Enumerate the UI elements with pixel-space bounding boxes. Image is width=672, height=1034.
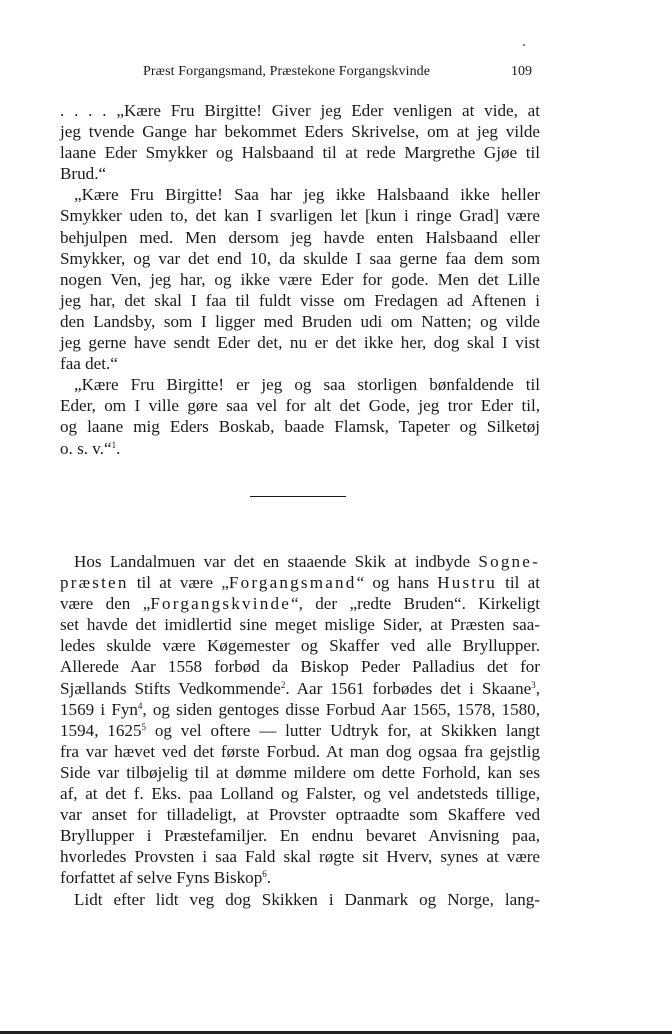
quote-end: o. s. v.“ — [60, 438, 112, 458]
text-line: ledes skulde være Køgemester og Skaffer ved alle Bryllupper. — [60, 636, 540, 656]
footnote-ref[interactable]: 4 — [137, 700, 143, 711]
text-line: af, at det f. Eks. paa Lolland og Falster, og vel andetsteds tillige, — [60, 784, 540, 804]
emphasis-text: præsten — [60, 573, 129, 593]
text-run: Hos Landalmuen var det en staaende Skik at indbyde — [74, 552, 479, 571]
quote-paragraph-2 — [60, 184, 540, 374]
emphasis-text: Forgangsmand — [228, 573, 357, 593]
text-run: 1569 i Fyn — [60, 699, 138, 719]
text-line: behjulpen med. Men dersom jeg havde enten Halsbaand eller — [60, 227, 540, 247]
main-text — [60, 551, 540, 910]
text-line — [60, 867, 540, 888]
text-line — [60, 551, 540, 572]
emphasis-text: Hustru — [437, 573, 497, 593]
text-run: og vel oftere — lutter Udtryk for, at Skikken langt — [146, 720, 540, 740]
text-line: jeg gerne have sendt Eder det, nu er det ikke her, dog skal I vist — [60, 333, 540, 353]
text-run: . — [266, 868, 272, 888]
text-line: jeg tvende Gange har bekommet Eders Skrivelse, om at jeg vilde — [60, 122, 540, 142]
footnote-ref[interactable]: 6 — [262, 869, 267, 880]
text-line: den Landsby, som I ligger med Bruden udi om Natten; og vilde — [60, 311, 540, 331]
text-line: Allerede Aar 1558 forbød da Biskop Peder Palladius det for — [60, 657, 540, 677]
text-line: fra var hævet ved det første Forbud. At man dog ogsaa fra gejstlig — [60, 741, 540, 761]
text-run: Sjællands Stifts Vedkommende — [60, 678, 281, 698]
text-line: „Kære Fru Birgitte! Saa har jeg ikke Halsbaand ikke heller — [74, 185, 540, 205]
text-run: forfattet af selve Fyns Biskop — [60, 868, 263, 888]
text-line: hvorledes Provsten i saa Fald skal røgte sit Hverv, synes at være — [60, 847, 540, 867]
text-line — [60, 593, 540, 614]
text-run: være den „ — [60, 594, 151, 614]
text-run: “ og hans — [356, 573, 438, 593]
text-line: Lidt efter lidt veg dog Skikken i Danmark og Norge, lang- — [74, 889, 540, 909]
body-paragraph-1 — [60, 551, 540, 889]
text-line — [60, 572, 540, 593]
text-line: set havde det imidlertid sine meget mislige Sider, at Præsten saa- — [60, 615, 540, 635]
text-line — [60, 699, 540, 720]
text-run: til at — [496, 573, 540, 593]
body-paragraph-2 — [60, 889, 540, 910]
page-number: 109 — [511, 64, 532, 79]
footnote-ref[interactable]: 3 — [531, 679, 536, 690]
text-line — [60, 678, 540, 699]
text-line: faa det.“ — [60, 354, 118, 374]
footnote-ref[interactable]: 2 — [280, 679, 286, 690]
text-line: jeg har, det skal I faa til fuldt visse om Fredagen ad Aftenen i — [60, 290, 540, 310]
quoted-letters — [60, 100, 540, 459]
ink-speck — [523, 44, 525, 46]
text-run: til at være „ — [128, 573, 229, 593]
text-line: og laane mig Eders Boskab, baade Flamsk, Tapeter og Silketøj — [60, 417, 540, 437]
text-run: , og siden gentoges disse Forbud Aar 1565, 1578, 1580, — [142, 699, 540, 719]
quote-end-period: . — [116, 438, 121, 458]
text-line — [60, 720, 540, 741]
quote-paragraph-3 — [60, 374, 540, 458]
emphasis-text: Sogne- — [478, 552, 540, 571]
running-title: Præst Forgangsmand, Præstekone Forgangskvinde — [143, 64, 431, 79]
text-line: nogen Ven, jeg har, og ikke være Eder for gode. Men det Lille — [60, 269, 540, 289]
text-line: Smykker uden to, det kan I svarligen let [kun i ringe Grad] være — [60, 206, 540, 226]
text-line: laane Eder Smykker og Halsbaand til at rede Margrethe Gjøe til — [60, 143, 540, 163]
text-line: var anset for tilladeligt, at Provster optraadte som Skaffere ved — [60, 805, 540, 825]
text-line: Eder, om I ville gøre saa vel for alt det Gode, jeg tror Eder til, — [60, 396, 540, 416]
section-divider — [250, 496, 346, 497]
text-run: 1594, 1625 — [60, 720, 142, 740]
text-line: Bryllupper i Præstefamiljer. En endnu bevaret Anvisning paa, — [60, 826, 540, 846]
text-line: . . . . „Kære Fru Birgitte! Giver jeg Eder venligen at vide, at — [60, 101, 540, 120]
footnote-ref[interactable]: 1 — [111, 439, 117, 450]
emphasis-text: Forgangskvinde — [150, 594, 291, 614]
text-line: „Kære Fru Birgitte! er jeg og saa storligen bønfaldende til — [74, 375, 540, 395]
text-run: “, der „redte Bruden“. Kirkeligt — [290, 594, 540, 614]
text-line: Smykker, og var det end 10, da skulde I saa gerne faa dem som — [60, 248, 540, 268]
text-line: Side var tilbøjelig til at dømme mildere om dette Forhold, kan ses — [60, 762, 540, 782]
quote-paragraph-1 — [60, 100, 540, 184]
text-run: , — [535, 678, 540, 698]
text-line: Brud.“ — [60, 164, 107, 184]
text-run: . Aar 1561 forbødes det i Skaane — [285, 678, 532, 698]
footnote-ref[interactable]: 5 — [141, 721, 146, 732]
text-line — [60, 438, 540, 459]
